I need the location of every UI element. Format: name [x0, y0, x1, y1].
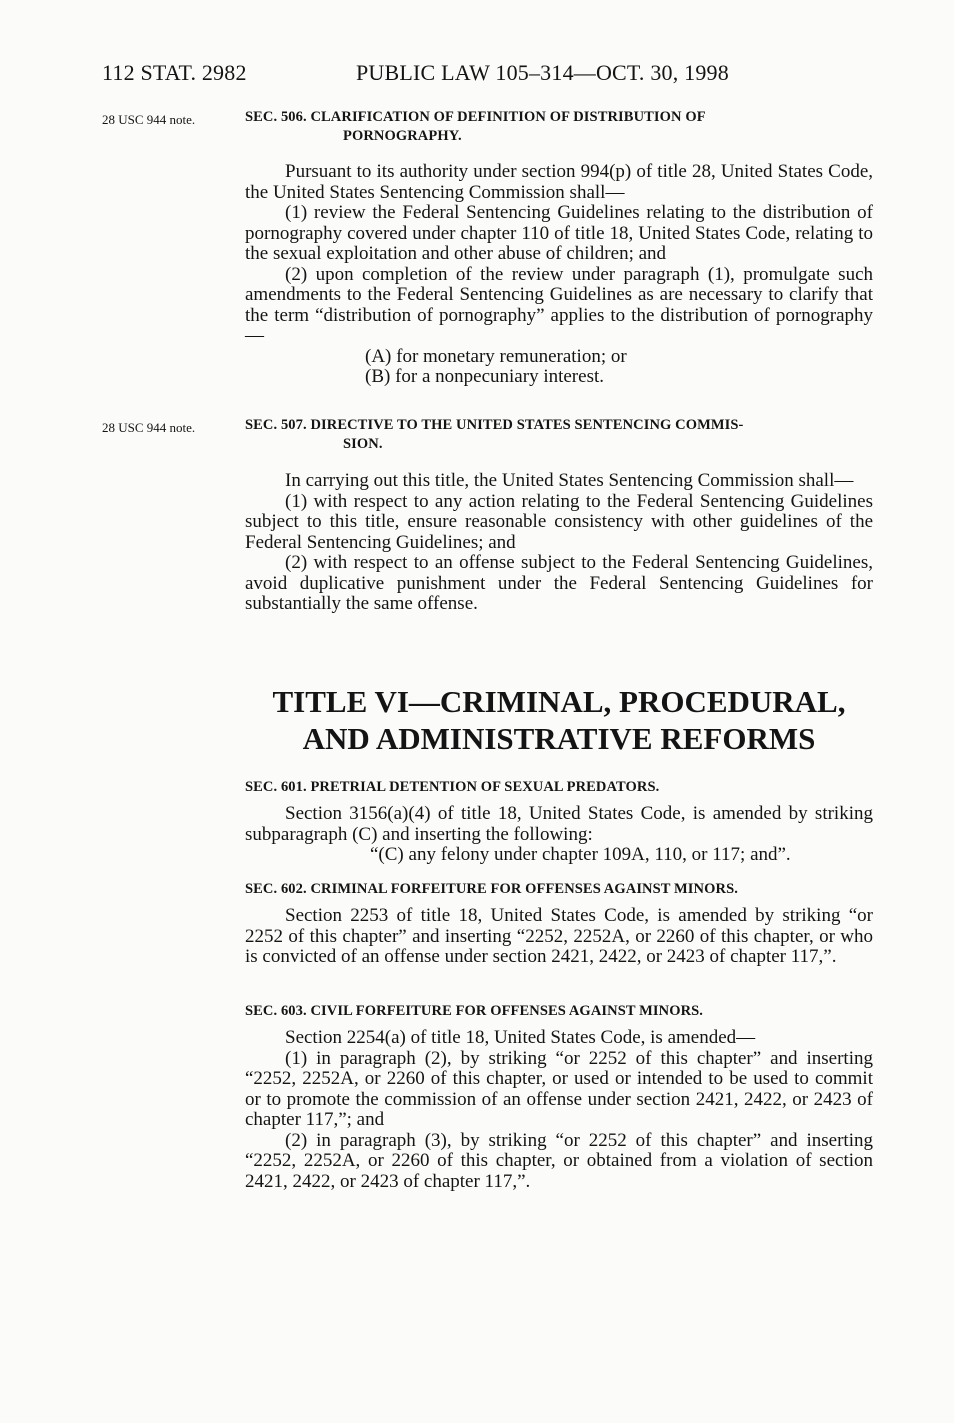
section-602-heading: SEC. 602. CRIMINAL FORFEITURE FOR OFFENSES AGAINST MINORS. [245, 881, 738, 897]
section-506-sub-b: (B) for a nonpecuniary interest. [365, 366, 604, 387]
section-601-heading: SEC. 601. PRETRIAL DETENTION OF SEXUAL PREDATORS. [245, 779, 660, 795]
title-vi-line2: AND ADMINISTRATIVE REFORMS [302, 721, 816, 756]
section-506-heading-line2: PORNOGRAPHY. [343, 128, 462, 144]
section-507-heading [245, 416, 873, 454]
section-602 [245, 880, 873, 968]
section-602-body: Section 2253 of title 18, United States Code, is amended by striking “or 2252 of this chapter” and inserting “2252, 2252A, or 2260 of this chapter, or who is convicted of an offense under section 2421, 2422, or 2423 of chapter 117,”. [245, 905, 873, 967]
section-601 [245, 778, 873, 866]
title-vi-line1: TITLE VI—CRIMINAL, PROCEDURAL, [272, 684, 846, 719]
section-506-heading [245, 108, 873, 146]
section-506 [245, 108, 873, 388]
section-507-para-2: (2) with respect to an offense subject to the Federal Sentencing Guidelines, avoid duplicative punishment under the Federal Sentencing Guidelines for substantially the same offense. [245, 552, 873, 614]
section-507-intro: In carrying out this title, the United States Sentencing Commission shall— [285, 470, 854, 491]
section-603-intro: Section 2254(a) of title 18, United States Code, is amended— [285, 1027, 756, 1048]
section-506-intro: Pursuant to its authority under section 994(p) of title 28, United States Code, the United States Sentencing Commission shall— [245, 161, 873, 203]
section-603 [245, 1002, 873, 1192]
section-601-intro: Section 3156(a)(4) of title 18, United States Code, is amended by striking subparagraph (C) and inserting the following: [245, 803, 873, 845]
law-header: PUBLIC LAW 105–314—OCT. 30, 1998 [356, 60, 729, 85]
section-507 [245, 416, 873, 615]
section-507-para-1: (1) with respect to any action relating to the Federal Sentencing Guidelines subject to this title, ensure reasonable consistency with other guidelines of the Federal Sentencing Guidelines; and [245, 490, 873, 553]
section-603-para-2: (2) in paragraph (3), by striking “or 2252 of this chapter” and inserting “2252, 2252A, or 2260 of this chapter, or obtained from a violation of section 2421, 2422, or 2423 of chapter 117,”. [245, 1129, 873, 1192]
section-601-quote: “(C) any felony under chapter 109A, 110, or 117; and”. [370, 844, 791, 865]
section-506-sub-a: (A) for monetary remuneration; or [365, 345, 627, 367]
margin-note-507: 28 USC 944 note. [102, 420, 196, 435]
section-506-heading-line1: SEC. 506. CLARIFICATION OF DEFINITION OF DISTRIBUTION OF [245, 109, 706, 125]
section-603-heading: SEC. 603. CIVIL FORFEITURE FOR OFFENSES AGAINST MINORS. [245, 1003, 704, 1019]
page-reference: 112 STAT. 2982 [102, 60, 247, 85]
section-507-heading-line2: SION. [343, 436, 383, 452]
section-506-para-2: (2) upon completion of the review under paragraph (1), promulgate such amendments to the Federal Sentencing Guidelines as are necessary to clarify that the term “distribution of pornography” applies to the distribution of pornography— [245, 263, 873, 346]
section-507-heading-line1: SEC. 507. DIRECTIVE TO THE UNITED STATES SENTENCING COMMIS- [245, 417, 744, 433]
section-603-para-1: (1) in paragraph (2), by striking “or 2252 of this chapter” and inserting “2252, 2252A, or 2260 of this chapter, or used or intended to be used to commit or to promote the commission of an offense under section 2421, 2422, or 2423 of chapter 117,”; and [245, 1047, 873, 1130]
section-506-para-1: (1) review the Federal Sentencing Guidelines relating to the distribution of pornography covered under chapter 110 of title 18, United States Code, relating to the sexual exploitation and other abuse of children; and [245, 202, 873, 264]
margin-note-506: 28 USC 944 note. [102, 112, 196, 127]
title-vi-heading [245, 683, 873, 757]
